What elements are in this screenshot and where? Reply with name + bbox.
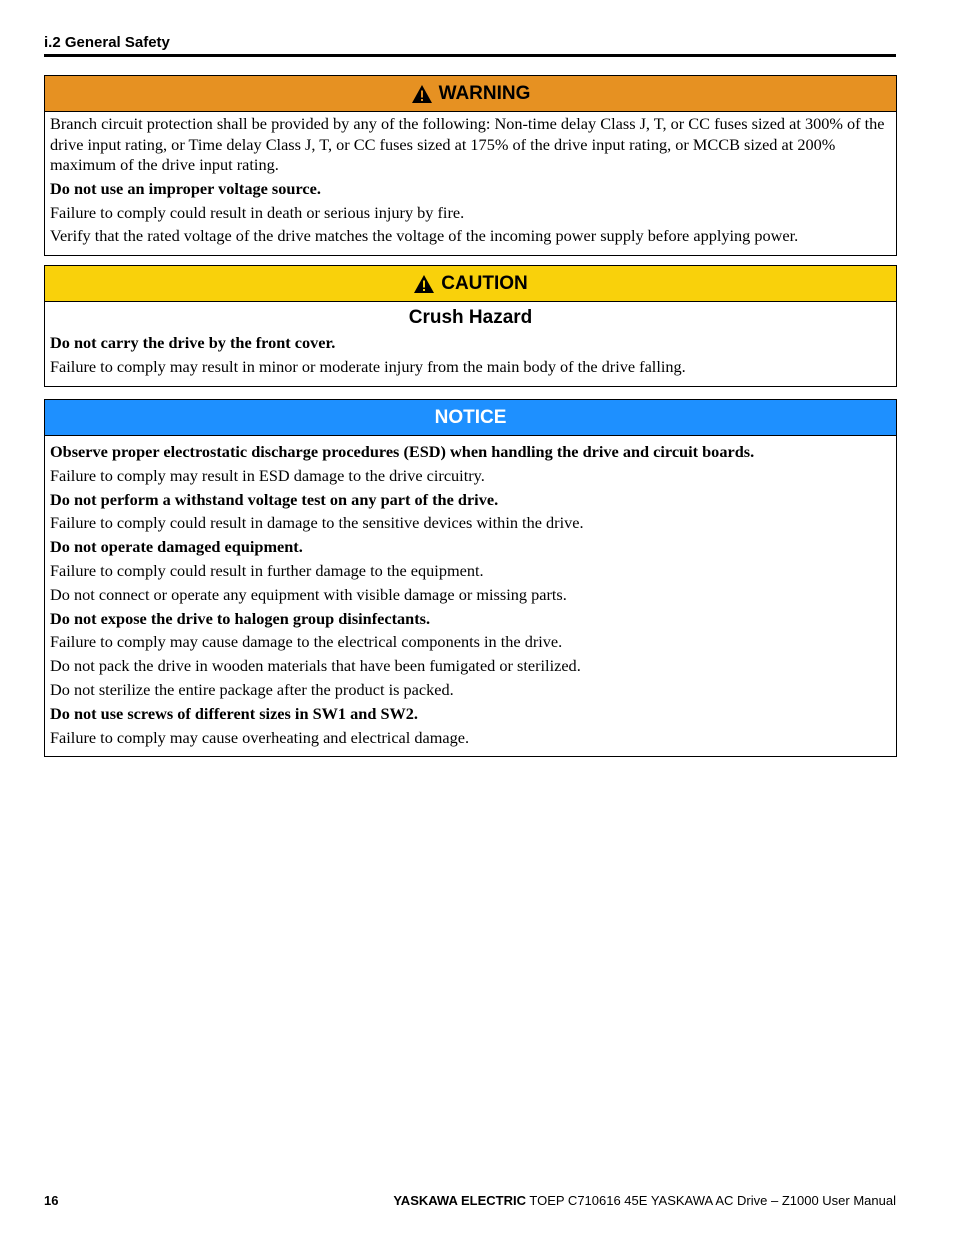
notice-paragraph: Do not sterilize the entire package after the product is packed. xyxy=(50,679,454,699)
warning-paragraph: Failure to comply could result in death or serious injury by fire. xyxy=(50,202,465,222)
caution-subtitle: Crush Hazard xyxy=(408,307,533,328)
caution-title: CAUTION xyxy=(441,272,528,294)
header-rule xyxy=(44,54,896,57)
notice-body xyxy=(45,436,896,756)
warning-box xyxy=(44,75,897,256)
notice-box xyxy=(44,399,897,757)
caution-paragraph: Failure to comply may result in minor or moderate injury from the main body of the drive falling. xyxy=(50,356,686,376)
footer-brand: YASKAWA ELECTRIC xyxy=(393,1193,526,1208)
warning-paragraph: Branch circuit protection shall be provided by any of the following: Non-time delay Class J, T, or CC fuses sized at 300% of the drive input rating, or Time delay Class J, T, or CC fuses sized at 175% of the drive input rating, or MCCB sized at 200% maximum of the drive input rating. xyxy=(50,114,885,174)
notice-paragraph: Failure to comply could result in further damage to the equipment. xyxy=(50,560,484,580)
caution-box xyxy=(44,265,897,387)
notice-header xyxy=(45,400,896,436)
notice-paragraph: Observe proper electrostatic discharge procedures (ESD) when handling the drive and circuit boards. xyxy=(50,442,755,461)
notice-paragraph: Failure to comply may cause damage to the electrical components in the drive. xyxy=(50,632,563,652)
warning-header xyxy=(45,76,896,112)
notice-paragraph: Do not use screws of different sizes in SW1 and SW2. xyxy=(50,703,418,723)
caution-body xyxy=(45,333,896,386)
section-header: i.2 General Safety xyxy=(44,34,170,51)
notice-paragraph: Do not expose the drive to halogen group disinfectants. xyxy=(50,608,431,628)
notice-paragraph: Do not pack the drive in wooden materials that have been fumigated or sterilized. xyxy=(50,656,581,676)
notice-paragraph: Do not operate damaged equipment. xyxy=(50,537,303,557)
warning-triangle-icon xyxy=(411,84,433,104)
notice-paragraph: Do not connect or operate any equipment with visible damage or missing parts. xyxy=(50,584,567,604)
notice-paragraph: Do not perform a withstand voltage test on any part of the drive. xyxy=(50,489,499,509)
warning-title: WARNING xyxy=(438,82,531,104)
warning-paragraph: Verify that the rated voltage of the drive matches the voltage of the incoming power supply before applying power. xyxy=(50,226,799,246)
caution-paragraph: Do not carry the drive by the front cover. xyxy=(50,333,336,352)
warning-body xyxy=(45,112,896,255)
footer-manual-title xyxy=(393,1193,896,1208)
warning-paragraph: Do not use an improper voltage source. xyxy=(50,178,321,198)
notice-paragraph: Failure to comply may cause overheating and electrical damage. xyxy=(50,727,470,747)
page-number: 16 xyxy=(44,1193,59,1208)
notice-title: NOTICE xyxy=(434,406,507,428)
notice-paragraph: Failure to comply may result in ESD damage to the drive circuitry. xyxy=(50,465,485,485)
notice-paragraph: Failure to comply could result in damage to the sensitive devices within the drive. xyxy=(50,513,584,533)
caution-header xyxy=(45,266,896,302)
warning-triangle-icon xyxy=(413,274,435,294)
footer-manual: TOEP C710616 45E YASKAWA AC Drive – Z1000 User Manual xyxy=(529,1193,896,1208)
